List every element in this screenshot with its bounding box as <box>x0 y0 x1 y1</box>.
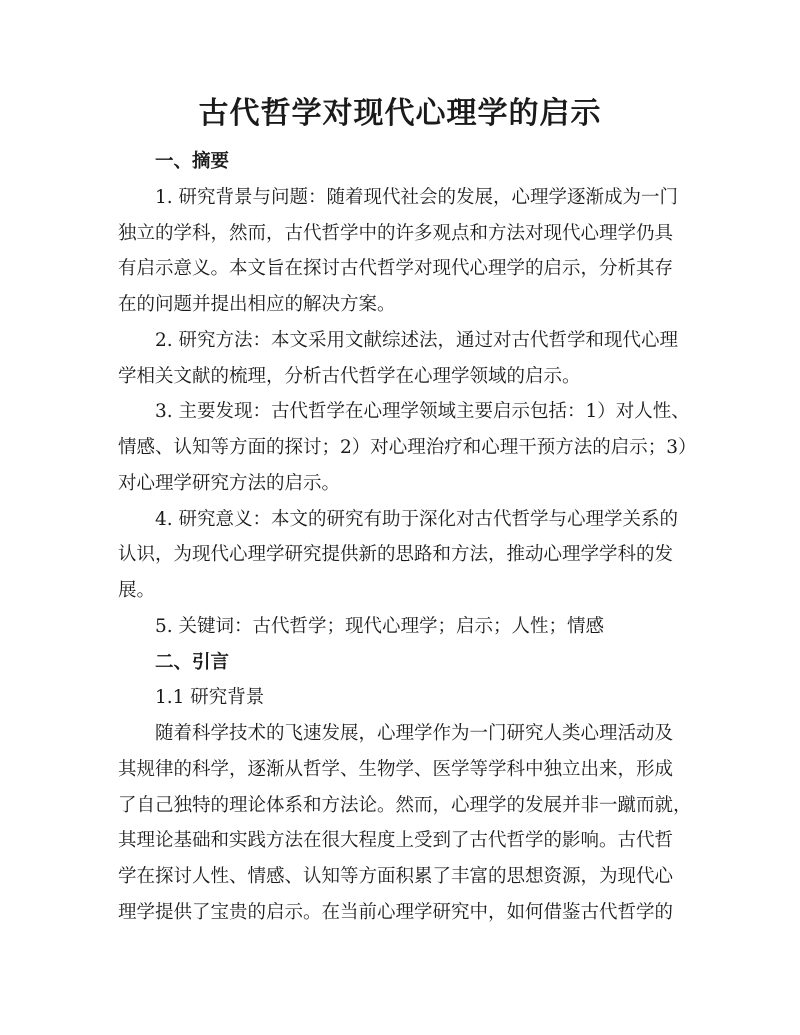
abstract-item-1-line-3: 有启示意义。本文旨在探讨古代哲学对现代心理学的启示，分析其存 <box>118 258 674 279</box>
abstract-item-4-line-3: 展。 <box>118 580 156 601</box>
abstract-item-1-line-4: 在的问题并提出相应的解决方案。 <box>118 294 396 315</box>
intro-paragraph-line-5: 学在探讨人性、情感、认知等方面积累了丰富的思想资源，为现代心 <box>118 866 674 887</box>
section-heading-abstract: 一、摘要 <box>155 151 230 172</box>
abstract-item-3-line-3: 对心理学研究方法的启示。 <box>118 473 341 494</box>
intro-paragraph-line-3: 了自己独特的理论体系和方法论。然而，心理学的发展并非一蹴而就， <box>118 795 692 816</box>
abstract-item-3-line-2: 情感、认知等方面的探讨；2）对心理治疗和心理干预方法的启示；3） <box>118 437 697 458</box>
abstract-item-1-line-1: 1. 研究背景与问题：随着现代社会的发展，心理学逐渐成为一门 <box>155 187 679 208</box>
intro-paragraph-line-6: 理学提供了宝贵的启示。在当前心理学研究中，如何借鉴古代哲学的 <box>118 902 674 923</box>
intro-paragraph-line-2: 其规律的科学，逐渐从哲学、生物学、医学等学科中独立出来，形成 <box>118 759 674 780</box>
subsection-heading-background: 1.1 研究背景 <box>155 687 265 708</box>
abstract-item-1-line-2: 独立的学科，然而，古代哲学中的许多观点和方法对现代心理学仍具 <box>118 223 674 244</box>
document-title: 古代哲学对现代心理学的启示 <box>198 96 602 131</box>
abstract-item-5-line-1: 5. 关键词：古代哲学；现代心理学；启示；人性；情感 <box>155 616 605 637</box>
abstract-item-4-line-2: 认识，为现代心理学研究提供新的思路和方法，推动心理学学科的发 <box>118 544 674 565</box>
abstract-item-3-line-1: 3. 主要发现：古代哲学在心理学领域主要启示包括：1）对人性、 <box>155 401 690 422</box>
abstract-item-4-line-1: 4. 研究意义：本文的研究有助于深化对古代哲学与心理学关系的 <box>155 509 679 530</box>
abstract-item-2-line-2: 学相关文献的梳理，分析古代哲学在心理学领域的启示。 <box>118 366 581 387</box>
abstract-item-2-line-1: 2. 研究方法：本文采用文献综述法，通过对古代哲学和现代心理 <box>155 330 679 351</box>
section-heading-intro: 二、引言 <box>155 652 230 673</box>
intro-paragraph-line-1: 随着科学技术的飞速发展，心理学作为一门研究人类心理活动及 <box>155 723 674 744</box>
intro-paragraph-line-4: 其理论基础和实践方法在很大程度上受到了古代哲学的影响。古代哲 <box>118 830 674 851</box>
